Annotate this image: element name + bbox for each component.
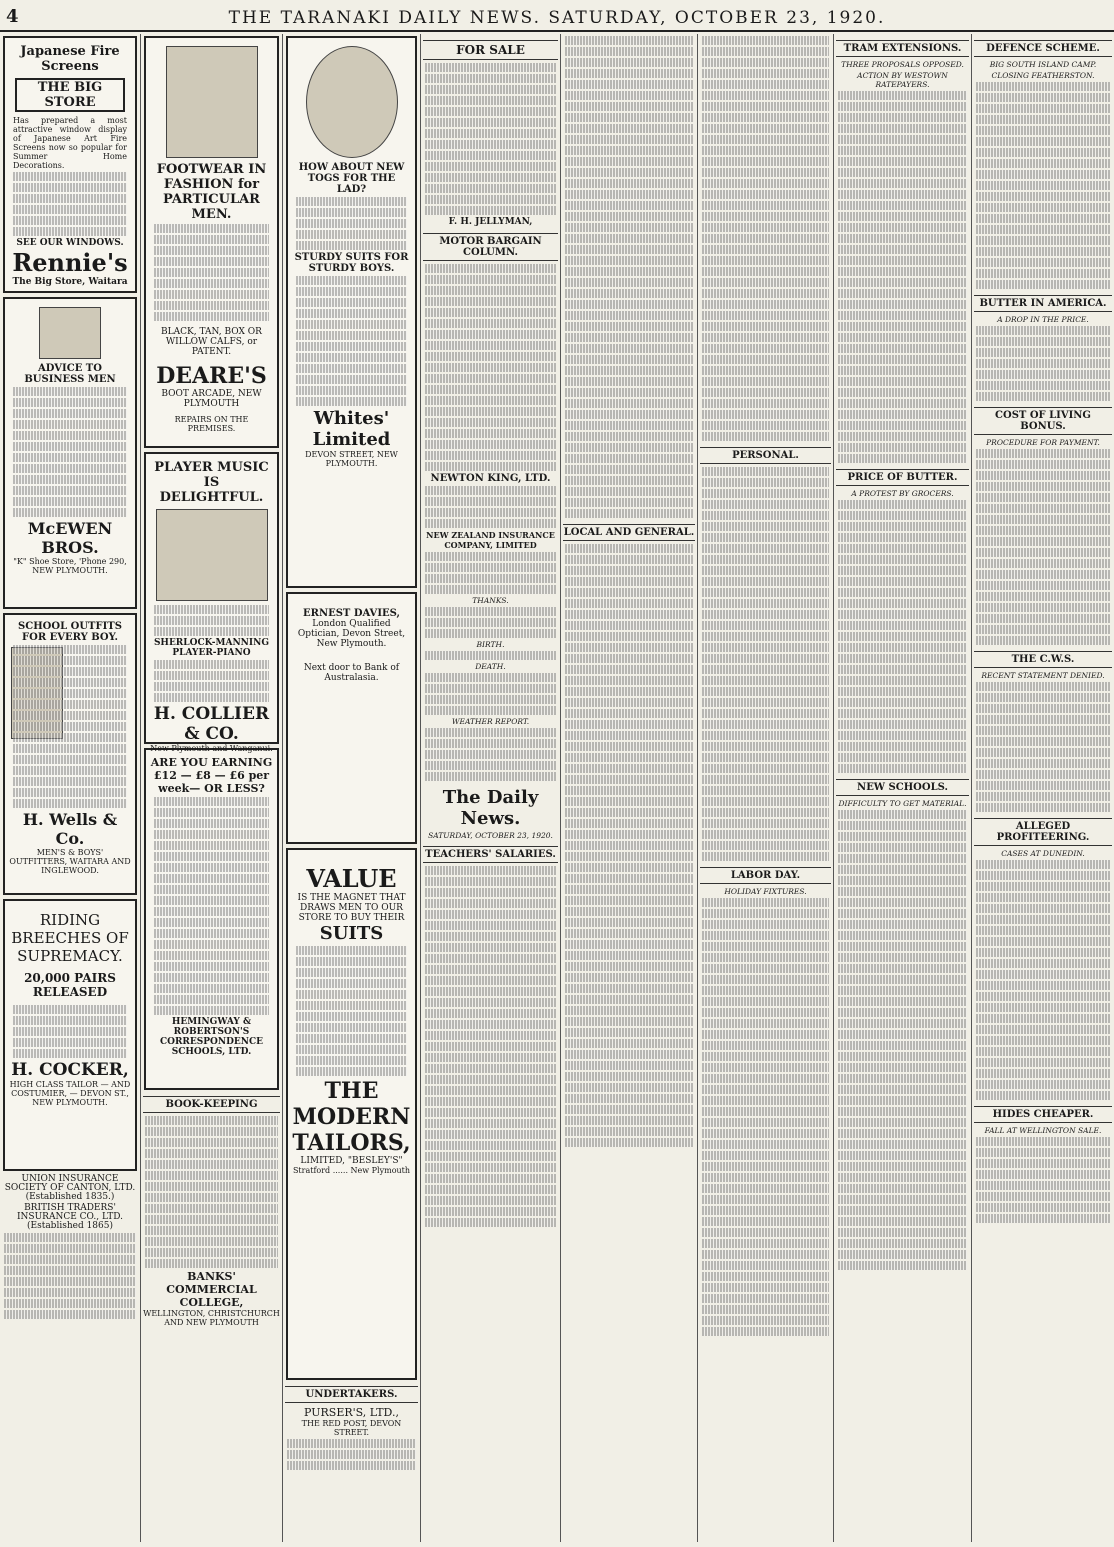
pairs-released: 20,000 PAIRS RELEASED [24,971,116,999]
newton-king: NEWTON KING, LTD. [430,473,551,484]
davies-name: ERNEST DAVIES, [303,608,400,619]
whites-sub: DEVON STREET, NEW PLYMOUTH. [305,450,398,468]
tram-head: TRAM EXTENSIONS. [836,40,969,57]
butter-america-sub: A DROP IN THE PRICE. [997,315,1089,324]
mcewen-sub: "K" Shoe Store, 'Phone 290, NEW PLYMOUTH. [13,557,127,575]
cocker-ad [3,899,137,1171]
cocker-sub: HIGH CLASS TAILOR — AND COSTUMIER, — DEVON ST., NEW PLYMOUTH. [9,1080,131,1107]
wells-name: H. Wells & Co. [22,810,118,848]
local-general-head: LOCAL AND GENERAL. [563,524,695,541]
hides-head: HIDES CHEAPER. [974,1106,1112,1123]
tram-sub: THREE PROPOSALS OPPOSED. [841,60,964,69]
collier-ad [144,452,279,753]
teachers-head: TEACHERS' SALARIES. [423,846,558,863]
birth-head: BIRTH. [476,640,505,649]
column-6 [698,34,833,1542]
piano-illustration [156,509,268,601]
modern-limited: LIMITED, "BESLEY'S" [300,1156,403,1166]
whites-name: Whites' Limited [312,408,391,450]
banks-sub: WELLINGTON, CHRISTCHURCH AND NEW PLYMOUTH [143,1309,280,1327]
ad-text: Has prepared a most attractive window display of Japanese Art Fire Screens now so popular for Summer Home Decorations. [13,116,127,170]
masthead [0,0,1114,32]
value: VALUE [306,864,397,893]
ad-cta: SEE OUR WINDOWS. [16,238,124,248]
defence-sub2: CLOSING FEATHERSTON. [991,71,1095,80]
rennie-logo: Rennie's [12,248,128,277]
jellyman: F. H. JELLYMAN, [448,217,533,227]
whites-ad [286,36,417,588]
tram-action: ACTION BY WESTOWN RATEPAYERS. [857,71,948,89]
collier-name: H. COLLIER & CO. [153,704,270,744]
column-2 [141,34,282,1542]
cost-living-head: COST OF LIVING BONUS. [974,407,1112,435]
column-5 [561,34,697,1542]
defence-head: DEFENCE SCHEME. [974,40,1112,57]
schools-sub: DIFFICULTY TO GET MATERIAL. [838,799,967,808]
modern-name: THE MODERN TAILORS, [292,1078,411,1156]
nz-insurance: NEW ZEALAND INSURANCE COMPANY, LIMITED [426,530,555,550]
bookkeeping-head: BOOK-KEEPING [143,1096,280,1113]
cws-sub: RECENT STATEMENT DENIED. [981,671,1105,680]
riding-title: RIDING BREECHES OF SUPREMACY. [11,911,129,965]
davies-bank: Next door to Bank of Australasia. [303,663,400,683]
column-3 [283,34,420,1542]
mcewen-name: McEWEN BROS. [27,519,113,557]
suits: SUITS [319,923,384,944]
pursers-name: PURSER'S, LTD., [304,1406,399,1419]
column-8 [972,34,1114,1542]
cocker-name: H. COCKER, [11,1060,129,1080]
forsale-head: FOR SALE [423,40,558,60]
modern-tailors-ad [286,848,417,1380]
hemingway-ad [144,748,279,1090]
butter-price-head: PRICE OF BUTTER. [836,469,969,486]
ad-title: ADVICE TO BUSINESS MEN [24,363,116,385]
page-number: 4 [6,6,19,27]
labor-day-head: LABOR DAY. [700,867,831,884]
repairs: REPAIRS ON THE PREMISES. [174,415,249,433]
holiday-sub: HOLIDAY FIXTURES. [724,887,807,896]
banks-name: BANKS' COMMERCIAL COLLEGE, [166,1270,257,1309]
big-store-logo: THE BIG STORE [15,78,125,112]
hemingway: HEMINGWAY & ROBERTSON'S CORRESPONDENCE SCHOOLS, LTD. [159,1017,264,1057]
profiteering-sub: CASES AT DUNEDIN. [1001,849,1085,858]
mcewen-ad [3,297,137,609]
daily-news-logo: The Daily News. [442,787,539,829]
ad-title: ARE YOU EARNING £12 — £8 — £6 per week— OR LESS? [150,756,273,795]
thanks-head: THANKS. [472,596,509,605]
man-illustration [166,46,258,158]
butter-sub: A PROTEST BY GROCERS. [851,489,954,498]
deare-name: DEARE'S [156,363,267,389]
column-1 [0,34,140,1542]
new-schools-head: NEW SCHOOLS. [836,779,969,796]
ad-title: PLAYER MUSIC IS DELIGHTFUL. [154,460,269,505]
ad-title: FOOTWEAR IN FASHION for PARTICULAR MEN. [156,162,267,222]
column-7 [834,34,971,1542]
modern-locations: Stratford ...... New Plymouth [292,1166,411,1175]
magnet: IS THE MAGNET THAT DRAWS MEN TO OUR STORE TO BUY THEIR [297,893,406,923]
big-store-ad [3,36,137,293]
hides-sub: FALL AT WELLINGTON SALE. [984,1126,1102,1135]
column-4 [421,34,560,1542]
profiteering-head: ALLEGED PROFITEERING. [974,818,1112,846]
ad-title: Japanese Fire Screens [20,44,120,74]
collier-sub: New Plymouth and Wanganui. [150,744,273,753]
boot-illustration [39,307,101,359]
boy-portrait [306,46,398,158]
sturdy: STURDY SUITS FOR STURDY BOYS. [294,252,409,274]
undertakers-head: UNDERTAKERS. [285,1386,418,1403]
davies-ad [286,592,417,844]
union-insurance: UNION INSURANCE SOCIETY OF CANTON, LTD. (Established 1835.) [4,1174,136,1202]
personal-head: PERSONAL. [700,447,831,464]
sherlock: SHERLOCK-MANNING PLAYER-PIANO [153,638,270,658]
motor-head: MOTOR BARGAIN COLUMN. [423,233,558,261]
wells-sub: MEN'S & BOYS' OUTFITTERS, WAITARA AND INGLEWOOD. [9,848,131,875]
page-title: THE TARANAKI DAILY NEWS. SATURDAY, OCTOBER 23, 1920. [228,8,886,28]
pursers-sub: THE RED POST, DEVON STREET. [301,1419,402,1437]
british-traders: BRITISH TRADERS' INSURANCE CO., LTD. (Established 1865) [17,1203,123,1231]
edition-date: SATURDAY, OCTOBER 23, 1920. [428,831,553,840]
weather-head: WEATHER REPORT. [451,717,530,726]
deare-sub: BOOT ARCADE, NEW PLYMOUTH [161,389,262,409]
ad-title: HOW ABOUT NEW TOGS FOR THE LAD? [298,162,405,195]
deare-ad [144,36,279,448]
cost-living-sub: PROCEDURE FOR PAYMENT. [986,438,1100,447]
butter-america-head: BUTTER IN AMERICA. [974,295,1112,312]
ad-title: SCHOOL OUTFITS FOR EVERY BOY. [18,621,122,643]
death-head: DEATH. [475,662,506,671]
rennie-sub: The Big Store, Waitara [12,277,128,287]
davies-sub: London Qualified Optician, Devon Street, New Plymouth. [297,619,406,649]
defence-sub: BIG SOUTH ISLAND CAMP. [989,60,1097,69]
cws-head: THE C.W.S. [974,651,1112,668]
wells-ad [3,613,137,895]
calfs: BLACK, TAN, BOX OR WILLOW CALFS, or PATENT. [161,327,262,357]
